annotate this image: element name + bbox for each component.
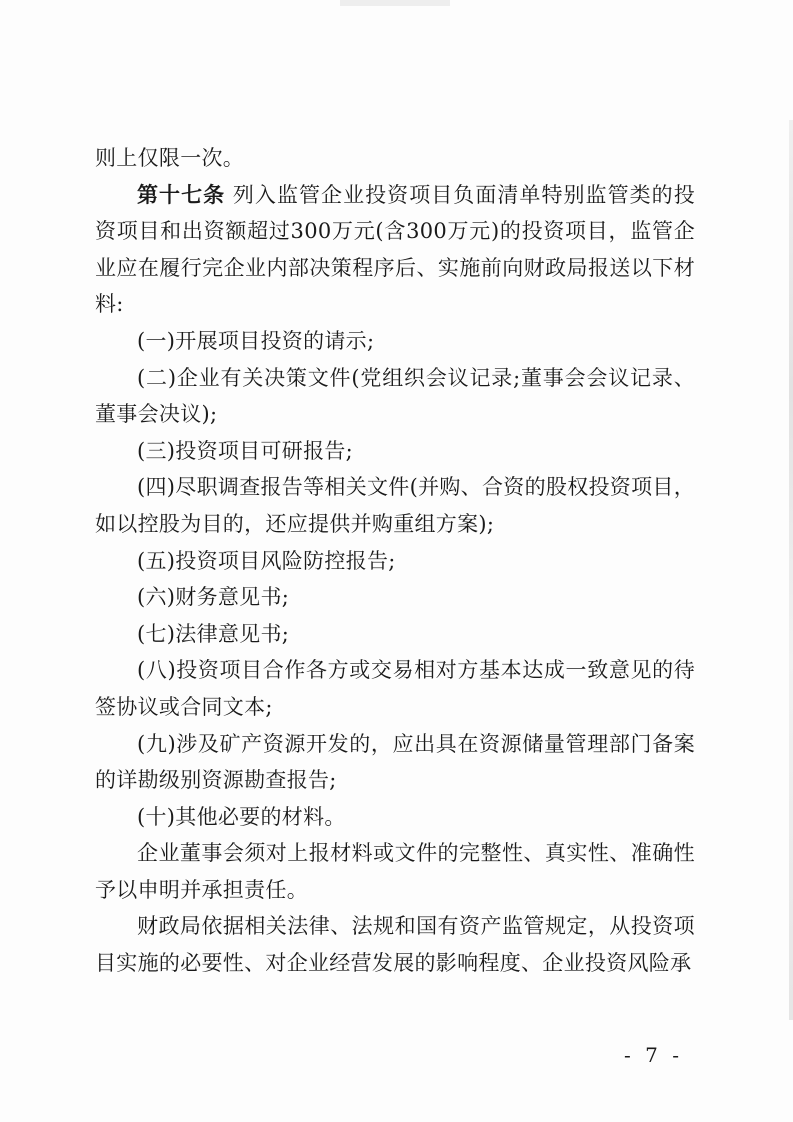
body-text xyxy=(95,140,695,982)
list-item-5: (五)投资项目风险防控报告; xyxy=(137,548,396,573)
paragraph-board-responsibility: 企业董事会须对上报材料或文件的完整性、真实性、准确性予以申明并承担责任。 xyxy=(95,841,695,902)
paragraph-continuation: 则上仅限一次。 xyxy=(95,146,245,170)
paragraph-article-17 xyxy=(95,177,695,323)
list-item-10: (十)其他必要的材料。 xyxy=(137,804,346,829)
paragraph-finance-bureau-review: 财政局依据相关法律、法规和国有资产监管规定，从投资项目实施的必要性、对企业经营发展的影响程度、企业投资风险承 xyxy=(95,914,695,976)
list-item-7: (七)法律意见书; xyxy=(137,621,290,646)
list-item-9: (九)涉及矿产资源开发的，应出具在资源储量管理部门备案的详勘级别资源勘查报告; xyxy=(95,731,695,793)
article-text: 列入监管企业投资项目负面清单特别监管类的投资项目和出资额超过300万元(含300万元)的投资项目，监管企业应在履行完企业内部决策程序后、实施前向财政局报送以下材料: xyxy=(95,182,695,317)
list-item-6: (六)财务意见书; xyxy=(137,585,290,610)
scan-artifact xyxy=(340,0,450,6)
list-item-8: (八)投资项目合作各方或交易相对方基本达成一致意见的待签协议或合同文本; xyxy=(95,658,695,719)
article-number: 第十七条 xyxy=(137,182,226,207)
list-item-3: (三)投资项目可研报告; xyxy=(137,438,354,463)
page-number: - 7 - xyxy=(624,1043,683,1067)
scan-edge xyxy=(789,120,793,1020)
list-item-1: (一)开展项目投资的请示; xyxy=(137,328,375,353)
list-item-2: (二)企业有关决策文件(党组织会议记录;董事会会议记录、董事会决议); xyxy=(95,365,695,427)
list-item-4: (四)尽职调查报告等相关文件(并购、合资的股权投资项目，如以控股为目的，还应提供并购重组方案); xyxy=(95,475,695,536)
